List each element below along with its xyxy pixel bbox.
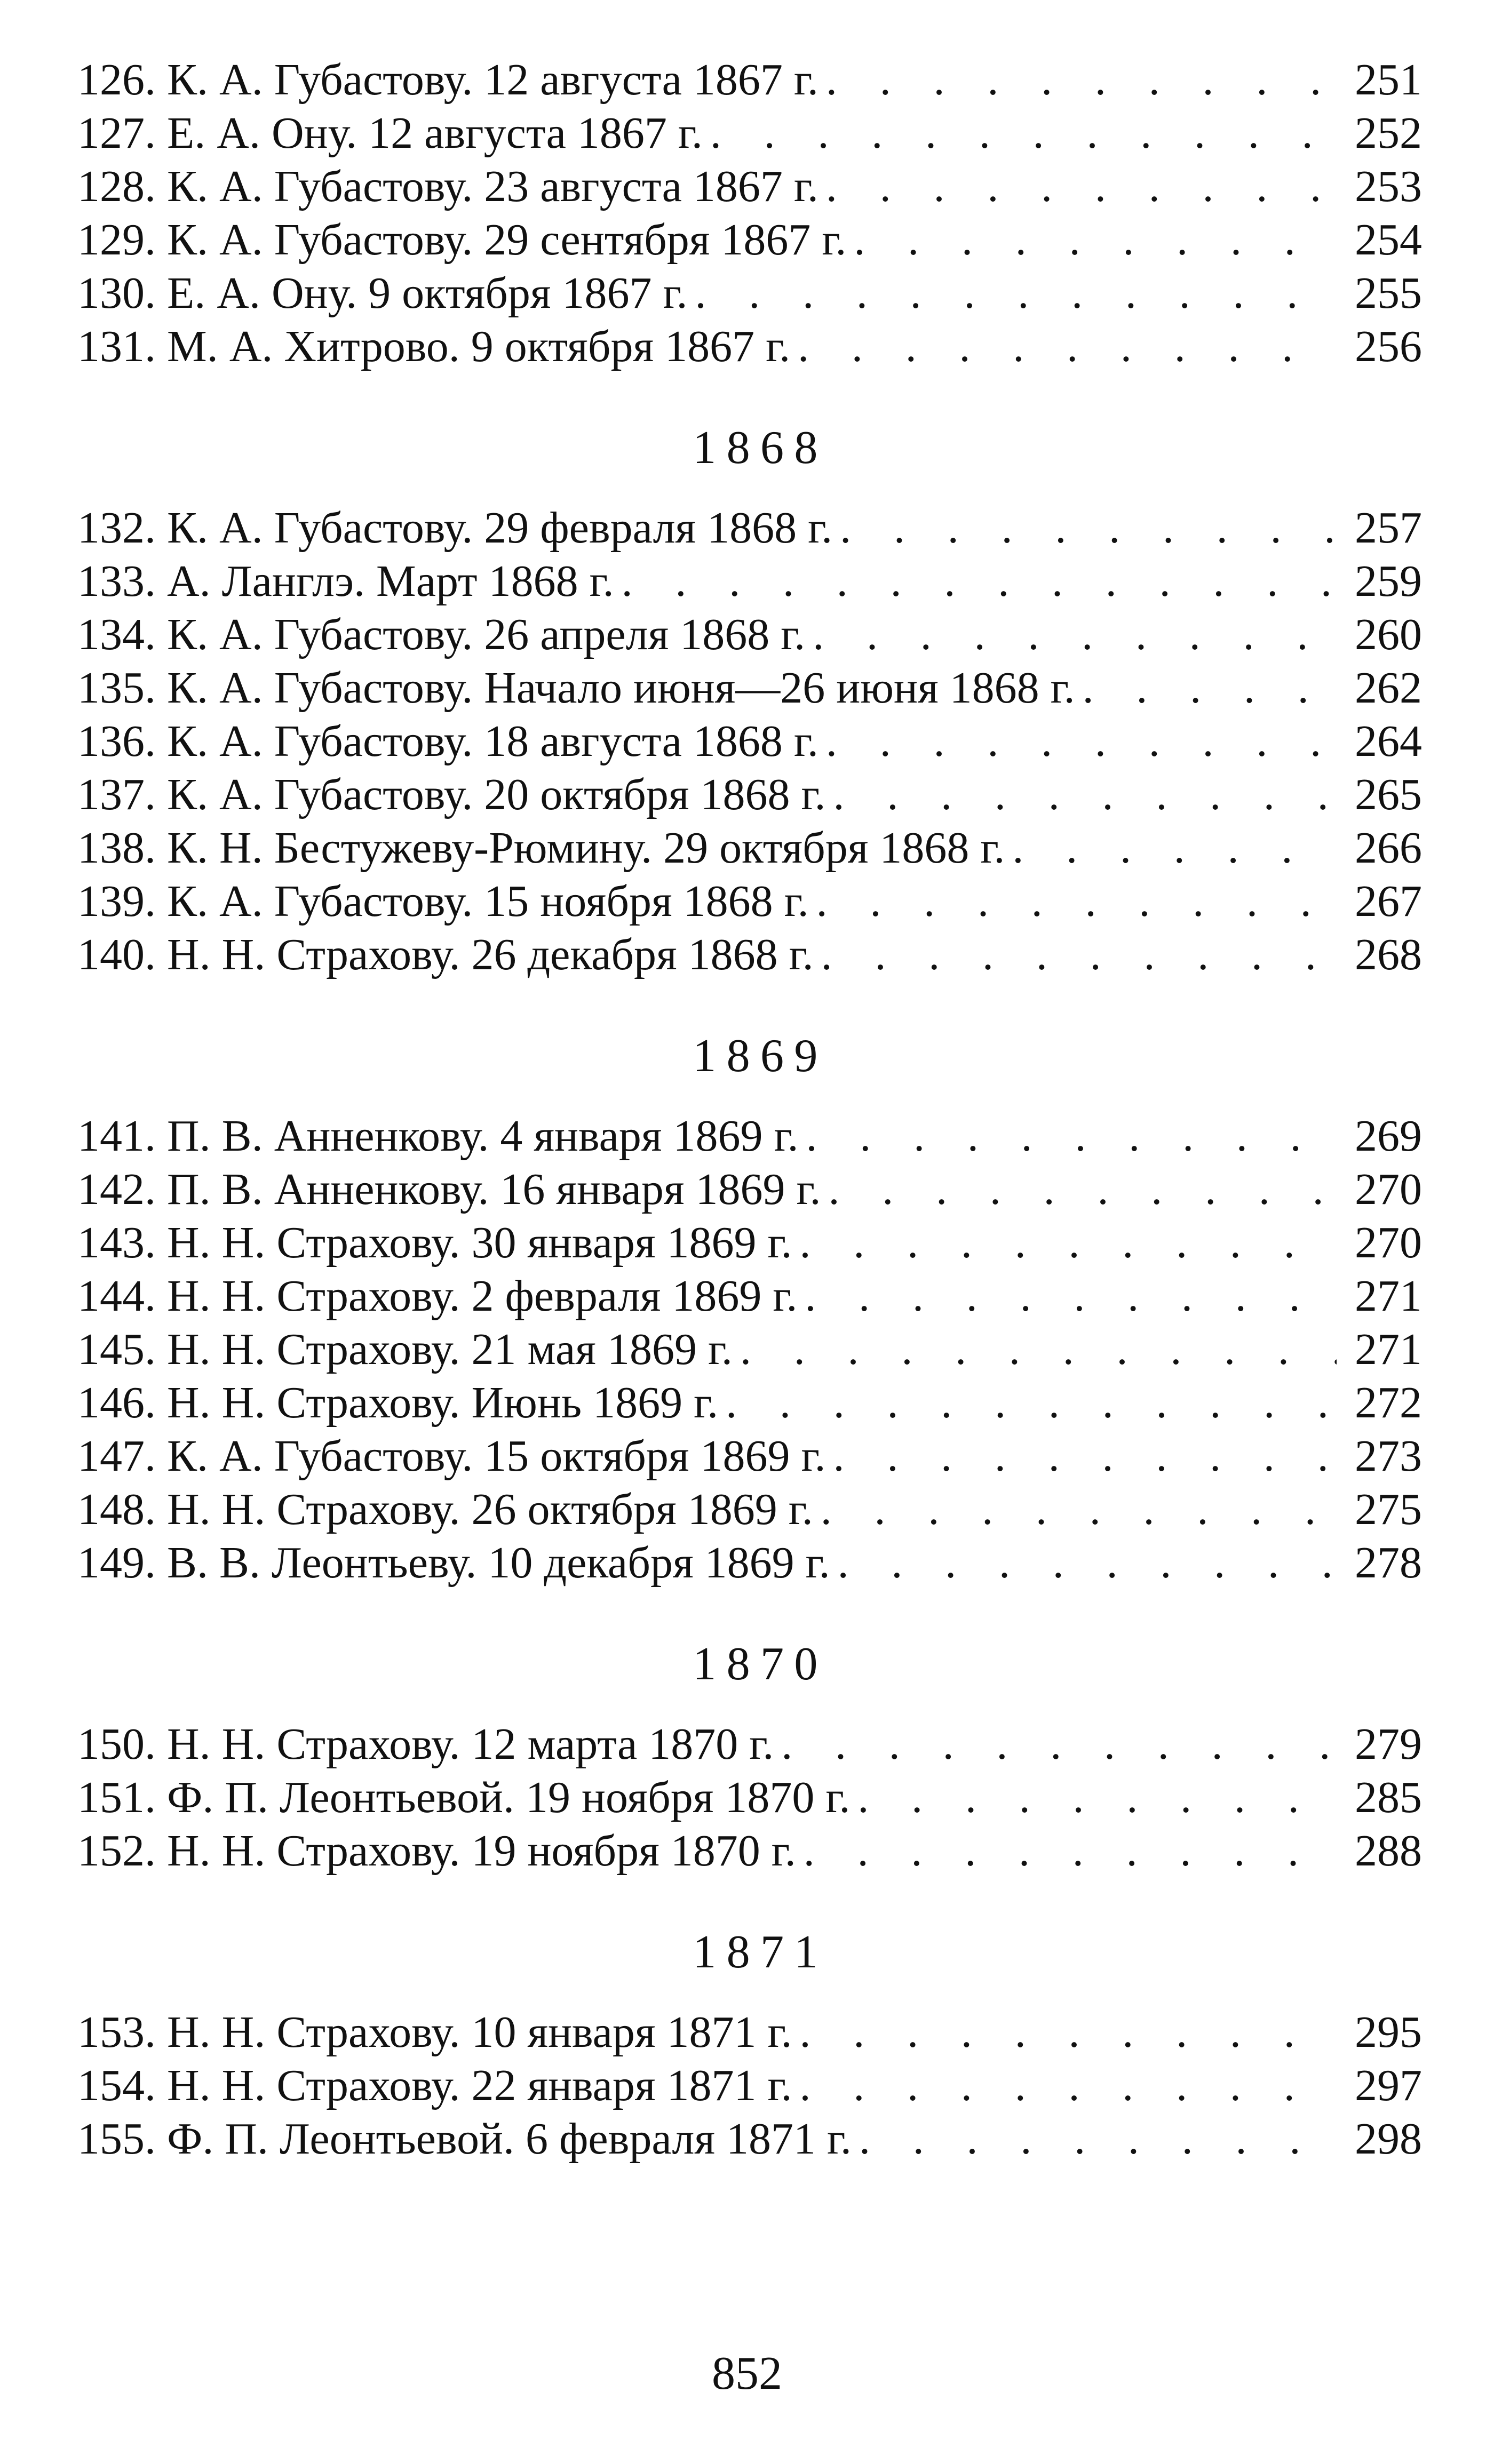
entry-title: 147. К. А. Губастову. 15 октября 1869 г. [77, 1431, 826, 1481]
entry-title: 137. К. А. Губастову. 20 октября 1868 г. [77, 770, 826, 819]
entry-page-number: 279 [1355, 1719, 1422, 1769]
entry-page-number: 269 [1355, 1111, 1422, 1161]
toc-entry [77, 501, 1422, 555]
entry-page-number: 254 [1355, 215, 1422, 265]
entry-page-number: 262 [1355, 663, 1422, 713]
toc-entry [77, 1376, 1422, 1430]
entry-title: 128. К. А. Губастову. 23 августа 1867 г. [77, 162, 818, 211]
entry-title: 155. Ф. П. Леонтьевой. 6 февраля 1871 г. [77, 2114, 852, 2164]
entry-page-number: 266 [1355, 823, 1422, 873]
entry-title: 130. Е. А. Ону. 9 октября 1867 г. [77, 268, 688, 318]
table-of-contents [77, 53, 1422, 2166]
toc-entry [77, 768, 1422, 822]
dot-leader [796, 1824, 1337, 1878]
dot-leader [774, 1718, 1337, 1771]
toc-entry [77, 267, 1422, 320]
entry-page-number: 298 [1355, 2114, 1422, 2164]
dot-leader [798, 1110, 1337, 1163]
entry-title: 148. Н. Н. Страхову. 26 октября 1869 г. [77, 1485, 813, 1534]
entry-title: 144. Н. Н. Страхову. 2 февраля 1869 г. [77, 1271, 798, 1321]
entry-title: 140. Н. Н. Страхову. 26 декабря 1868 г. [77, 930, 814, 979]
entry-title: 135. К. А. Губастову. Начало июня—26 июня 1868 г. [77, 663, 1075, 713]
entry-page-number: 253 [1355, 162, 1422, 211]
entry-page-number: 256 [1355, 322, 1422, 371]
entry-title: 131. М. А. Хитрово. 9 октября 1867 г. [77, 322, 791, 371]
toc-entry [77, 608, 1422, 661]
dot-leader [826, 1430, 1337, 1483]
dot-leader [832, 501, 1337, 555]
dot-leader [818, 160, 1337, 213]
entry-title: 151. Ф. П. Леонтьевой. 19 ноября 1870 г. [77, 1773, 851, 1822]
toc-entry [77, 875, 1422, 928]
dot-leader [718, 1376, 1337, 1430]
entry-page-number: 251 [1355, 55, 1422, 105]
dot-leader [792, 1216, 1337, 1270]
dot-leader [826, 768, 1337, 822]
dot-leader [733, 1323, 1337, 1376]
toc-entry [77, 555, 1422, 608]
entry-title: 142. П. В. Анненкову. 16 января 1869 г. [77, 1165, 821, 1214]
entry-page-number: 264 [1355, 716, 1422, 766]
entry-page-number: 255 [1355, 268, 1422, 318]
entry-title: 132. К. А. Губастову. 29 февраля 1868 г. [77, 503, 833, 553]
toc-entry [77, 2112, 1422, 2166]
dot-leader [846, 213, 1337, 267]
entry-page-number: 288 [1355, 1826, 1422, 1876]
toc-section-1870 [77, 1611, 1422, 1878]
dot-leader [814, 928, 1337, 982]
dot-leader [821, 1163, 1337, 1216]
dot-leader [1075, 661, 1337, 715]
entry-title: 133. А. Ланглэ. Март 1868 г. [77, 556, 614, 606]
entry-title: 150. Н. Н. Страхову. 12 марта 1870 г. [77, 1719, 774, 1769]
toc-entry [77, 213, 1422, 267]
dot-leader [687, 267, 1337, 320]
toc-section-1871 [77, 1899, 1422, 2166]
toc-entry [77, 53, 1422, 107]
entry-title: 143. Н. Н. Страхову. 30 января 1869 г. [77, 1218, 792, 1267]
toc-entry [77, 1163, 1422, 1216]
dot-leader [1005, 822, 1337, 875]
entry-page-number: 268 [1355, 930, 1422, 979]
toc-entry [77, 160, 1422, 213]
toc-entry [77, 1771, 1422, 1824]
entry-title: 154. Н. Н. Страхову. 22 января 1871 г. [77, 2061, 792, 2110]
entry-page-number: 273 [1355, 1431, 1422, 1481]
dot-leader [790, 320, 1337, 373]
year-heading: 1869 [693, 1030, 828, 1082]
entry-title: 153. Н. Н. Страхову. 10 января 1871 г. [77, 2007, 792, 2057]
toc-entry [77, 1718, 1422, 1771]
entry-page-number: 271 [1355, 1325, 1422, 1374]
page-footer [0, 2347, 1494, 2401]
year-heading: 1870 [693, 1638, 828, 1690]
toc-entry [77, 715, 1422, 768]
toc-entry [77, 1824, 1422, 1878]
toc-entry [77, 928, 1422, 982]
entry-title: 126. К. А. Губастову. 12 августа 1867 г. [77, 55, 818, 105]
entry-title: 145. Н. Н. Страхову. 21 мая 1869 г. [77, 1325, 733, 1374]
entry-title: 141. П. В. Анненкову. 4 января 1869 г. [77, 1111, 799, 1161]
toc-entry [77, 107, 1422, 160]
page-number: 852 [712, 2348, 782, 2399]
dot-leader [850, 1771, 1337, 1824]
entry-title: 129. К. А. Губастову. 29 сентября 1867 г. [77, 215, 847, 265]
toc-entry [77, 1216, 1422, 1270]
entry-page-number: 270 [1355, 1165, 1422, 1214]
dot-leader [830, 1536, 1337, 1590]
entry-title: 136. К. А. Губастову. 18 августа 1868 г. [77, 716, 818, 766]
toc-section-1868 [77, 395, 1422, 982]
toc-entry [77, 1270, 1422, 1323]
entry-page-number: 295 [1355, 2007, 1422, 2057]
dot-leader [818, 53, 1337, 107]
year-heading: 1868 [693, 422, 828, 474]
entry-title: 139. К. А. Губастову. 15 ноября 1868 г. [77, 876, 809, 926]
toc-section-1867 [77, 53, 1422, 373]
toc-entry [77, 1323, 1422, 1376]
dot-leader [852, 2112, 1337, 2166]
entry-title: 134. К. А. Губастову. 26 апреля 1868 г. [77, 610, 806, 659]
entry-title: 127. Е. А. Ону. 12 августа 1867 г. [77, 108, 703, 158]
entry-title: 146. Н. Н. Страхову. Июнь 1869 г. [77, 1378, 719, 1428]
toc-entry [77, 2006, 1422, 2059]
dot-leader [792, 2006, 1337, 2059]
toc-entry [77, 1110, 1422, 1163]
entry-page-number: 272 [1355, 1378, 1422, 1428]
toc-entry [77, 1483, 1422, 1536]
toc-entry [77, 1536, 1422, 1590]
toc-entry [77, 1430, 1422, 1483]
dot-leader [614, 555, 1337, 608]
entry-title: 138. К. Н. Бестужеву-Рюмину. 29 октября 1868 г. [77, 823, 1005, 873]
entry-page-number: 285 [1355, 1773, 1422, 1822]
dot-leader [792, 2059, 1337, 2112]
entry-page-number: 265 [1355, 770, 1422, 819]
entry-page-number: 257 [1355, 503, 1422, 553]
entry-page-number: 271 [1355, 1271, 1422, 1321]
entry-page-number: 259 [1355, 556, 1422, 606]
entry-page-number: 252 [1355, 108, 1422, 158]
entry-page-number: 297 [1355, 2061, 1422, 2110]
dot-leader [703, 107, 1337, 160]
dot-leader [805, 608, 1337, 661]
year-heading: 1871 [693, 1926, 828, 1978]
entry-page-number: 267 [1355, 876, 1422, 926]
toc-entry [77, 661, 1422, 715]
toc-entry [77, 320, 1422, 373]
entry-page-number: 278 [1355, 1538, 1422, 1588]
toc-entry [77, 822, 1422, 875]
entry-title: 152. Н. Н. Страхову. 19 ноября 1870 г. [77, 1826, 796, 1876]
entry-page-number: 260 [1355, 610, 1422, 659]
toc-entry [77, 2059, 1422, 2112]
dot-leader [813, 1483, 1337, 1536]
entry-page-number: 270 [1355, 1218, 1422, 1267]
dot-leader [809, 875, 1337, 928]
entry-title: 149. В. В. Леонтьеву. 10 декабря 1869 г. [77, 1538, 830, 1588]
entry-page-number: 275 [1355, 1485, 1422, 1534]
dot-leader [818, 715, 1337, 768]
toc-section-1869 [77, 1003, 1422, 1590]
dot-leader [797, 1270, 1337, 1323]
